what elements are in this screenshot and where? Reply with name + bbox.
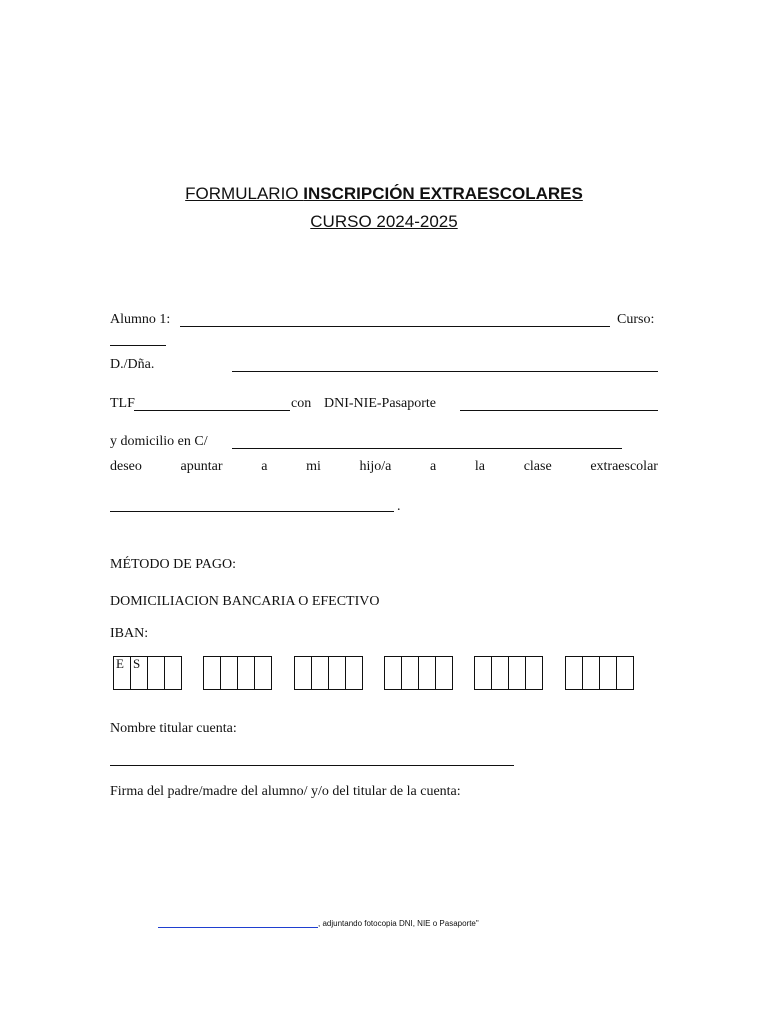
iban-cell[interactable] — [346, 657, 363, 689]
sentence-word: a — [430, 459, 437, 474]
address-field[interactable] — [232, 448, 622, 449]
iban-cell[interactable]: S — [131, 657, 148, 689]
iban-cell[interactable] — [617, 657, 634, 689]
sentence-word: hijo/a — [359, 459, 392, 474]
sentence-word: extraescolar — [590, 459, 658, 474]
activity-period: . — [397, 499, 401, 514]
alumno-label: Alumno 1: — [110, 312, 171, 327]
iban-group-3[interactable] — [294, 656, 363, 690]
iban-group-6[interactable] — [565, 656, 634, 690]
course-title: CURSO 2024-2025 — [310, 212, 458, 231]
form-title-bold: INSCRIPCIÓN EXTRAESCOLARES — [303, 184, 583, 203]
iban-cell[interactable] — [385, 657, 402, 689]
tlf-label: TLF — [110, 396, 135, 411]
iban-group-5[interactable] — [474, 656, 543, 690]
iban-cell[interactable] — [402, 657, 419, 689]
metodo-pago-label: MÉTODO DE PAGO: — [110, 557, 237, 572]
curso-label: Curso: — [617, 312, 655, 327]
iban-group-4[interactable] — [384, 656, 453, 690]
titular-field[interactable] — [110, 765, 514, 766]
parent-name-field[interactable] — [232, 371, 658, 372]
sentence-word: clase — [523, 459, 552, 474]
iban-cell[interactable] — [295, 657, 312, 689]
iban-cell[interactable] — [221, 657, 238, 689]
iban-cell[interactable] — [526, 657, 543, 689]
domicilio-label: y domicilio en C/ — [110, 434, 208, 449]
firma-label: Firma del padre/madre del alumno/ y/o del titular de la cuenta: — [110, 784, 461, 799]
iban-cell[interactable] — [509, 657, 526, 689]
form-title — [0, 184, 768, 204]
iban-cell[interactable] — [329, 657, 346, 689]
iban-cell[interactable] — [436, 657, 453, 689]
dni-label: DNI-NIE-Pasaporte — [324, 396, 436, 411]
iban-cell[interactable] — [312, 657, 329, 689]
sentence-word: la — [474, 459, 486, 474]
footer-text: , adjuntando fotocopia DNI, NIE o Pasaporte" — [318, 919, 479, 928]
domiciliacion-label: DOMICILIACION BANCARIA O EFECTIVO — [110, 594, 380, 609]
footer-note — [158, 918, 479, 928]
titular-label: Nombre titular cuenta: — [110, 721, 237, 736]
iban-cell[interactable] — [492, 657, 509, 689]
sentence-word: apuntar — [180, 459, 223, 474]
dni-field[interactable] — [460, 410, 658, 411]
form-title-prefix: FORMULARIO — [185, 184, 304, 203]
iban-cell[interactable]: E — [114, 657, 131, 689]
iban-cell[interactable] — [566, 657, 583, 689]
iban-group-1[interactable] — [113, 656, 182, 690]
enrollment-sentence — [110, 459, 658, 475]
activity-field[interactable] — [110, 511, 394, 512]
alumno-name-field[interactable] — [180, 326, 610, 327]
con-label: con — [291, 396, 312, 411]
iban-cell[interactable] — [165, 657, 182, 689]
iban-cell[interactable] — [204, 657, 221, 689]
iban-cell[interactable] — [238, 657, 255, 689]
iban-group-2[interactable] — [203, 656, 272, 690]
iban-cell[interactable] — [255, 657, 272, 689]
phone-field[interactable] — [134, 410, 290, 411]
dna-label: D./Dña. — [110, 357, 155, 372]
iban-cell[interactable] — [475, 657, 492, 689]
iban-cell[interactable] — [419, 657, 436, 689]
iban-cell[interactable] — [600, 657, 617, 689]
iban-cell[interactable] — [148, 657, 165, 689]
sentence-word: mi — [306, 459, 321, 474]
iban-cell[interactable] — [583, 657, 600, 689]
iban-label: IBAN: — [110, 626, 149, 641]
sentence-word: a — [261, 459, 268, 474]
footer-link[interactable] — [158, 918, 318, 928]
curso-field[interactable] — [110, 345, 166, 346]
sentence-word: deseo — [110, 459, 142, 474]
